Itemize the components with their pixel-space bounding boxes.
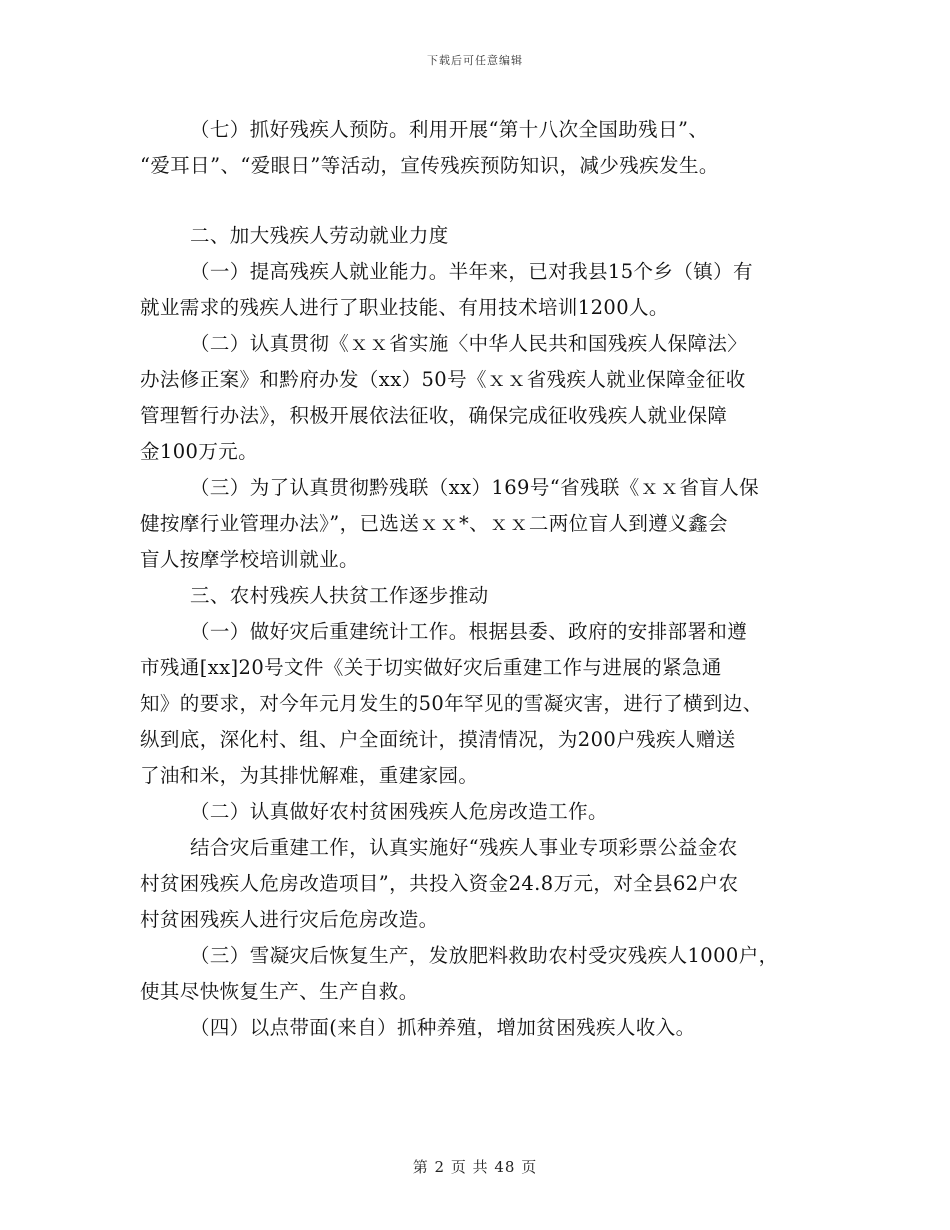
paragraph [140, 326, 820, 470]
text-line: 就业需求的残疾人进行了职业技能、有用技术培训1200人。 [140, 296, 669, 319]
paragraph [140, 470, 820, 578]
text-line: （四）以点带面(来自）抓种养殖，增加贫困残疾人收入。 [190, 1016, 696, 1039]
paragraph [140, 112, 820, 184]
text-line: 办法修正案》和黔府办发（xx）50号《ｘｘ省残疾人就业保障金征收 [140, 368, 746, 391]
paragraph [140, 794, 820, 830]
text-line: 金100万元。 [140, 440, 259, 463]
paragraph [140, 830, 820, 938]
text-line: （一）做好灾后重建统计工作。根据县委、政府的安排部署和遵 [190, 620, 748, 643]
text-line: （三）雪凝灾后恢复生产，发放肥料救助农村受灾残疾人1000户， [190, 944, 779, 967]
text-line: 健按摩行业管理办法》”，已选送ｘｘ*、ｘｘ二两位盲人到遵义鑫会 [140, 512, 728, 535]
text-line: （三）为了认真贯彻黔残联（xx）169号“省残联《ｘｘ省盲人保 [190, 476, 760, 499]
text-line: （二）认真贯彻《ｘｘ省实施〈中华人民共和国残疾人保障法〉 [190, 332, 748, 355]
text-line: 村贫困残疾人进行灾后危房改造。 [140, 908, 439, 931]
text-line: 管理暂行办法》，积极开展依法征收，确保完成征收残疾人就业保障 [140, 404, 728, 427]
text-line: 市残通[xx]20号文件《关于切实做好灾后重建工作与进展的紧急通 [140, 656, 722, 679]
text-line: 纵到底，深化村、组、户全面统计，摸清情况，为200户残疾人赠送 [140, 728, 736, 751]
text-line: 村贫困残疾人危房改造项目”，共投入资金24.8万元，对全县62户农 [140, 872, 739, 895]
text-line: （二）认真做好农村贫困残疾人危房改造工作。 [190, 800, 608, 823]
paragraph-gap [140, 184, 820, 218]
text-line: “爱耳日”、“爱眼日”等活动，宣传残疾预防知识，减少残疾发生。 [140, 154, 719, 177]
text-line: 知》的要求，对今年元月发生的50年罕见的雪凝灾害，进行了横到边、 [140, 692, 763, 715]
page-header-note: 下载后可任意编辑 [427, 54, 523, 67]
document-body [140, 112, 820, 1046]
text-line: 使其尽快恢复生产、生产自救。 [140, 980, 419, 1003]
heading-text: 二、加大残疾人劳动就业力度 [190, 224, 449, 247]
paragraph [140, 938, 820, 1010]
text-line: 盲人按摩学校培训就业。 [140, 548, 359, 571]
text-line: 结合灾后重建工作，认真实施好“残疾人事业专项彩票公益金农 [190, 836, 738, 859]
section-heading [140, 218, 820, 254]
text-line: （一）提高残疾人就业能力。半年来，已对我县15个乡（镇）有 [190, 260, 753, 283]
section-heading [140, 578, 820, 614]
page-number-footer: 第 2 页 共 48 页 [412, 1158, 538, 1176]
paragraph [140, 614, 820, 794]
paragraph [140, 254, 820, 326]
paragraph [140, 1010, 820, 1046]
heading-text: 三、农村残疾人扶贫工作逐步推动 [190, 584, 489, 607]
text-line: 了油和米，为其排忧解难，重建家园。 [140, 764, 479, 787]
text-line: （七）抓好残疾人预防。利用开展“第十八次全国助残日”、 [190, 118, 709, 141]
